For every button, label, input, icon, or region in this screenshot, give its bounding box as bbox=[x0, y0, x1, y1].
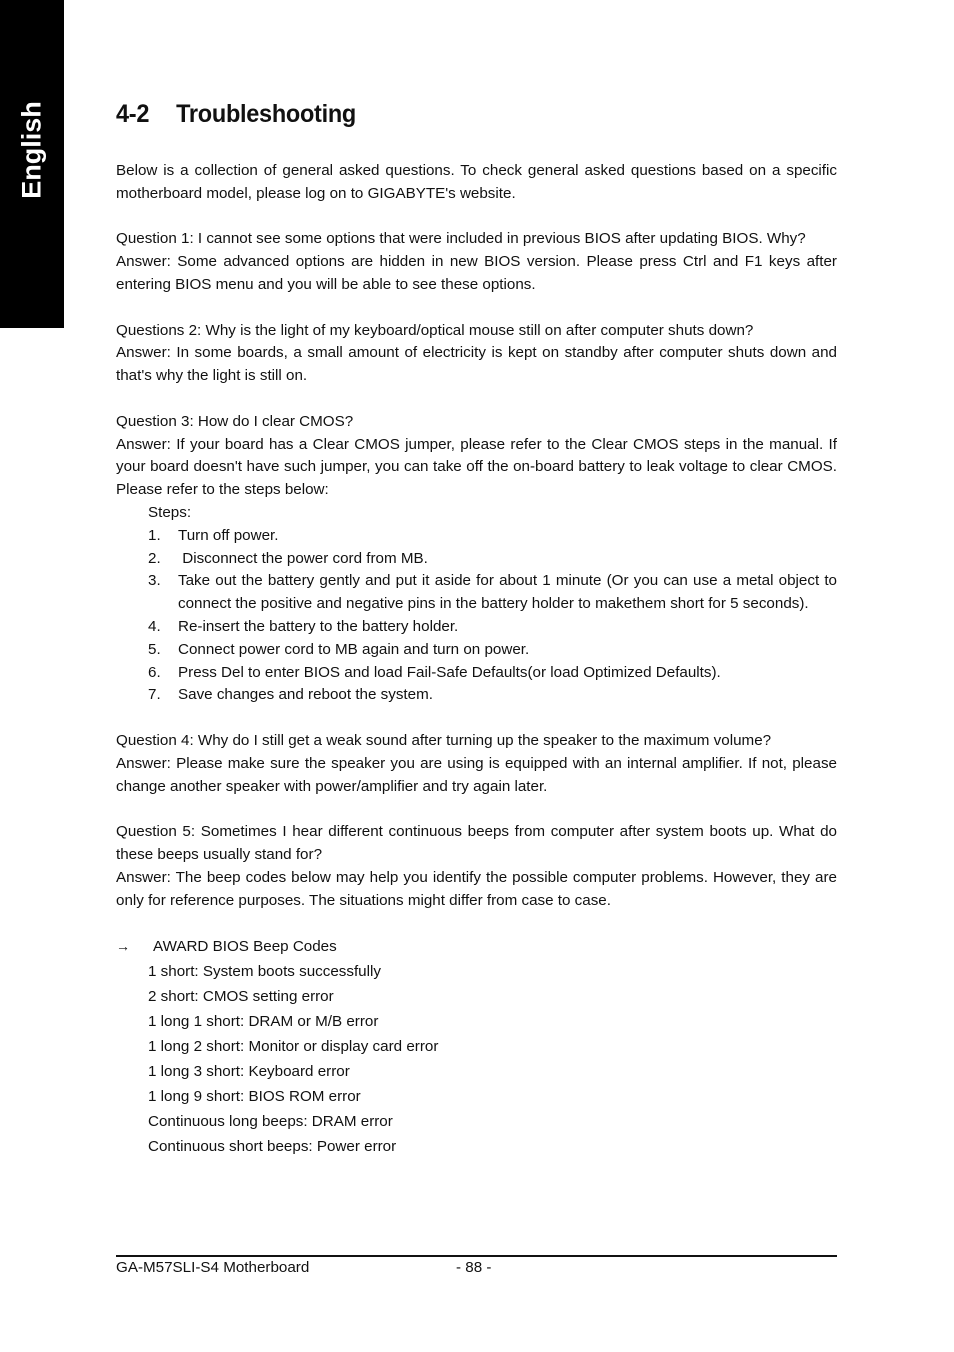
page-footer bbox=[116, 1255, 837, 1276]
step-item: 2. Disconnect the power cord from MB. bbox=[148, 549, 428, 567]
step-item: 5. Connect power cord to MB again and turn on power. bbox=[148, 640, 530, 658]
question-5: Question 5: Sometimes I hear different continuous beeps from computer after system boots up. What do these beeps usually stand for? bbox=[116, 823, 837, 863]
answer-5: Answer: The beep codes below may help you identify the possible computer problems. However, they are only for reference purposes. The situations might differ from case to case. bbox=[116, 868, 837, 909]
section-number: 4-2 bbox=[116, 100, 150, 128]
answer-2: Answer: In some boards, a small amount of electricity is kept on standby after computer shuts down and that's why the light is still on. bbox=[116, 344, 837, 385]
list-item: Continuous short beeps: Power error bbox=[148, 1138, 397, 1156]
steps-list bbox=[116, 525, 837, 707]
section-title bbox=[116, 96, 794, 132]
language-label: English bbox=[16, 101, 47, 199]
step-item: 7. Save changes and reboot the system. bbox=[148, 686, 433, 704]
section-title-text: Troubleshooting bbox=[176, 100, 357, 128]
list-item: 1 long 1 short: DRAM or M/B error bbox=[148, 1013, 379, 1031]
question-4: Question 4: Why do I still get a weak sound after turning up the speaker to the maximum volume? bbox=[116, 731, 772, 749]
beep-codes-heading bbox=[116, 934, 837, 959]
list-item: 1 short: System boots successfully bbox=[148, 963, 381, 981]
list-item: 1 long 3 short: Keyboard error bbox=[148, 1063, 350, 1081]
beep-codes-list bbox=[116, 959, 837, 1159]
answer-3: Answer: If your board has a Clear CMOS jumper, please refer to the Clear CMOS steps in the manual. If your board doesn't have such jumper, you can take off the on-board battery to leak voltage to clear CMOS. Please refer to the steps below: bbox=[116, 435, 837, 499]
page-content bbox=[116, 96, 837, 1159]
intro-paragraph: Below is a collection of general asked questions. To check general asked questions based on a specific motherboard model, please log on to GIGABYTE's website. bbox=[116, 162, 837, 202]
list-item: Continuous long beeps: DRAM error bbox=[148, 1113, 393, 1131]
list-item: 1 long 9 short: BIOS ROM error bbox=[148, 1088, 361, 1106]
footer-model: GA-M57SLI-S4 Motherboard bbox=[116, 1259, 310, 1276]
arrow-right-icon: → bbox=[116, 938, 130, 955]
steps-label: Steps: bbox=[148, 503, 192, 521]
step-item: 3. Take out the battery gently and put it aside for about 1 minute (Or you can use a metal object to connect the positive and negative pins in the battery holder to makethem short for 5 seconds). bbox=[148, 572, 837, 613]
beep-codes-title: AWARD BIOS Beep Codes bbox=[153, 938, 337, 956]
question-2: Questions 2: Why is the light of my keyboard/optical mouse still on after computer shuts down? bbox=[116, 321, 754, 339]
step-item: 6. Press Del to enter BIOS and load Fail-Safe Defaults(or load Optimized Defaults). bbox=[148, 663, 721, 681]
list-item: 2 short: CMOS setting error bbox=[148, 988, 334, 1006]
question-1: Question 1: I cannot see some options that were included in previous BIOS after updating BIOS. Why? bbox=[116, 230, 806, 248]
step-item: 1. Turn off power. bbox=[148, 526, 279, 544]
step-item: 4. Re-insert the battery to the battery holder. bbox=[148, 617, 459, 635]
list-item: 1 long 2 short: Monitor or display card error bbox=[148, 1038, 439, 1056]
answer-1: Answer: Some advanced options are hidden in new BIOS version. Please press Ctrl and F1 keys after entering BIOS menu and you will be able to see these options. bbox=[116, 253, 837, 293]
answer-4: Answer: Please make sure the speaker you are using is equipped with an internal amplifier. If not, please change another speaker with power/amplifier and try again later. bbox=[116, 754, 837, 795]
question-3: Question 3: How do I clear CMOS? bbox=[116, 412, 354, 430]
language-side-tab bbox=[0, 0, 64, 328]
page-number: - 88 - bbox=[456, 1259, 492, 1276]
